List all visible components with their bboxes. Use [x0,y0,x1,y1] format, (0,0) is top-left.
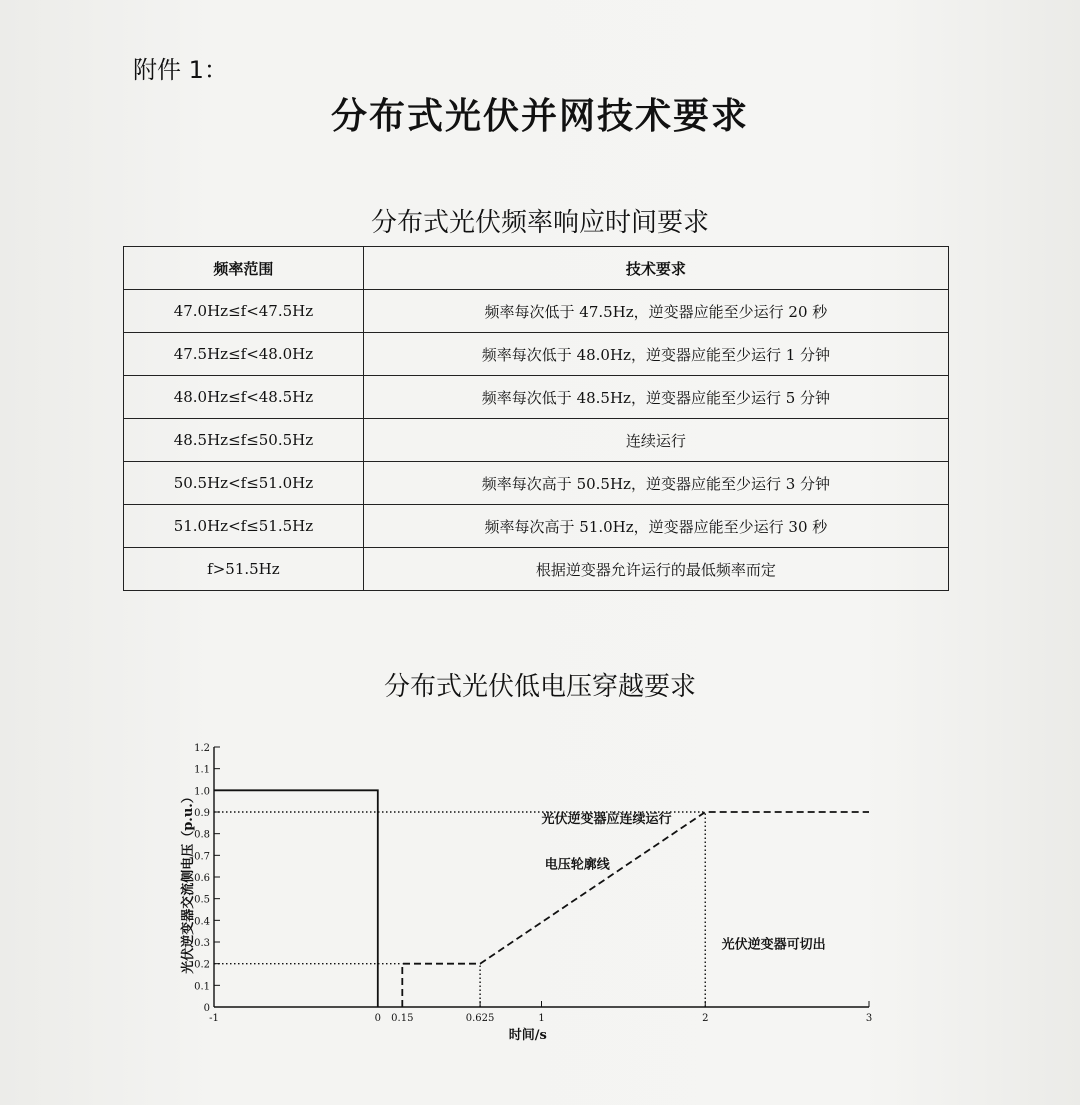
main-title: 分布式光伏并网技术要求 [330,96,749,137]
chart-annotation: 电压轮廓线 [544,857,610,873]
x-tick-label: 0.625 [465,1013,495,1024]
cell-range: 47.5Hz≤f<48.0Hz [124,333,364,376]
column-header-requirement: 技术要求 [363,247,948,290]
cell-requirement: 频率每次高于 50.5Hz，逆变器应能至少运行 3 分钟 [363,462,948,505]
cell-range: 51.0Hz<f≤51.5Hz [124,505,364,548]
cell-range: 47.0Hz≤f<47.5Hz [124,290,364,333]
x-tick-label: 1 [538,1013,545,1024]
x-tick-label: 3 [865,1013,873,1024]
cell-requirement: 频率每次低于 48.0Hz，逆变器应能至少运行 1 分钟 [363,333,948,376]
lvrt-section-title: 分布式光伏低电压穿越要求 [383,672,696,702]
y-tick-label: 0.2 [194,959,210,971]
y-axis-label: 光伏逆变器交流侧电压（p.u.） [181,790,196,974]
y-tick-label: 0.8 [194,829,210,841]
attachment-label: 附件 1： [133,56,228,84]
y-tick-label: 0.1 [194,981,210,993]
column-header-range: 频率范围 [124,247,364,290]
cell-range: 48.5Hz≤f≤50.5Hz [124,419,364,462]
frequency-section-title: 分布式光伏频率响应时间要求 [370,208,709,238]
cell-range: 48.0Hz≤f<48.5Hz [124,376,364,419]
cell-range: 50.5Hz<f≤51.0Hz [124,462,364,505]
cell-requirement: 连续运行 [363,419,948,462]
series-line-voltage-before-fault [214,790,378,1007]
y-tick-label: 0.9 [194,808,210,819]
chart-annotation: 光伏逆变器可切出 [721,937,826,953]
y-tick-label: 0.3 [194,938,210,949]
series-line-电压轮廓线 [402,812,869,1007]
y-tick-label: 0.5 [194,894,210,906]
chart-annotation: 光伏逆变器应连续运行 [541,811,672,827]
x-axis-label: 时间/s [508,1028,547,1043]
x-tick-label: 2 [702,1013,709,1024]
cell-requirement: 频率每次高于 51.0Hz，逆变器应能至少运行 30 秒 [363,505,948,548]
y-tick-label: 1.0 [194,786,210,798]
y-tick-label: 0.4 [194,916,210,928]
y-tick-label: 0.7 [194,851,210,863]
y-tick-label: 1.1 [194,764,210,776]
x-tick-label: 0.15 [391,1013,414,1024]
y-tick-label: 0 [203,1003,210,1014]
x-tick-label: -1 [209,1013,219,1024]
cell-requirement: 根据逆变器允许运行的最低频率而定 [363,548,948,591]
y-tick-label: 1.2 [194,743,210,754]
cell-range: f>51.5Hz [124,548,364,591]
x-tick-label: 0 [374,1013,381,1024]
cell-requirement: 频率每次低于 47.5Hz，逆变器应能至少运行 20 秒 [363,290,948,333]
cell-requirement: 频率每次低于 48.5Hz，逆变器应能至少运行 5 分钟 [363,376,948,419]
y-tick-label: 0.6 [194,873,210,884]
